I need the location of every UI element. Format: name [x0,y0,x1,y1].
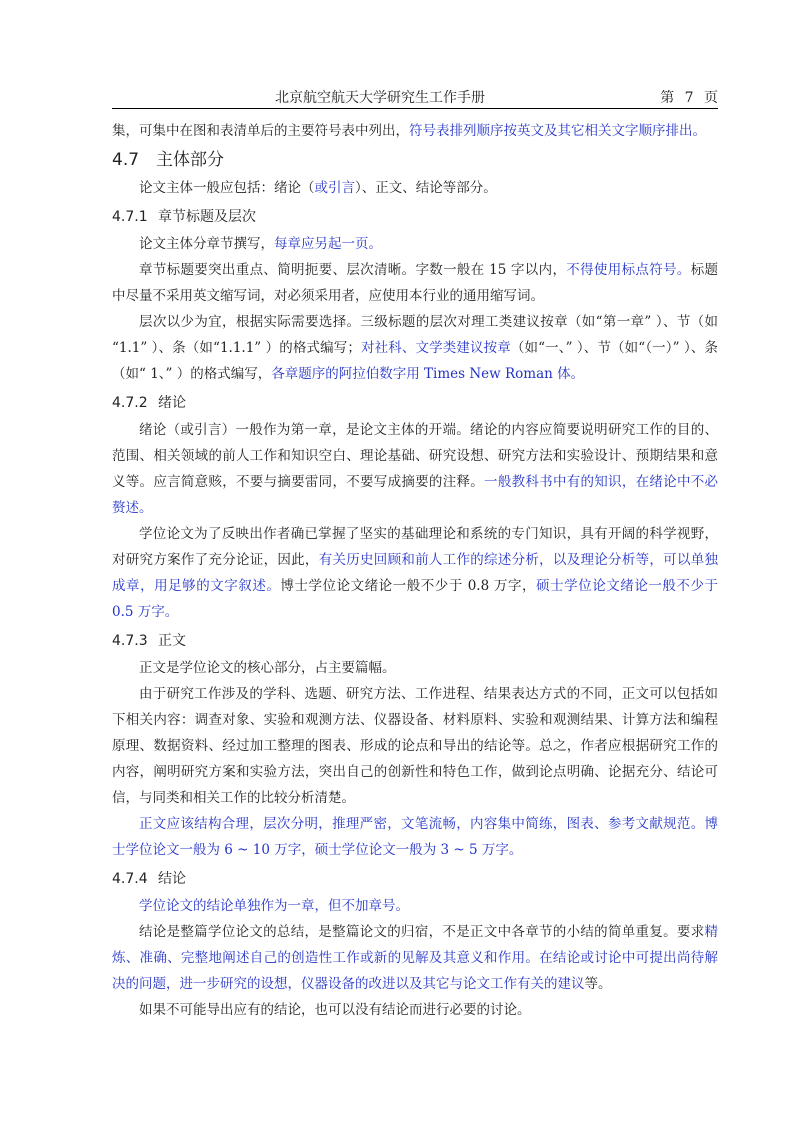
header-title: 北京航空航天大学研究生工作手册 [275,90,485,106]
paragraph: 由于研究工作涉及的学科、选题、研究方法、工作进程、结果表达方式的不同，正文可以包括如下相关内容：调查对象、实验和观测方法、仪器设备、材料原料、实验和观测结果、计算方法和编程原理、数据资料、经过加工整理的图表、形成的论点和导出的结论等。总之，作者应根据研究工作的内容，阐明研究方案和实验方法，突出自己的创新性和特色工作，做到论点明确、论据充分、结论可信，与同类和相关工作的比较分析清楚。 [112,686,718,806]
text-run: 层次以少为宜，根据实际需要选择。三级标题的层次对理工类建议按章（如“第一章” ）、节（如 “1.1” ）、条（如“1.1.1” ）的格式编写； [112,314,718,356]
page-content [112,118,718,1023]
highlighted-paragraph: 学位论文的结论单独作为一章，但不加章号。 [139,898,409,914]
highlighted-paragraph: 正文应该结构合理，层次分明，推理严密，文笔流畅，内容集中简练，图表、参考文献规范。博士学位论文一般为 6 ~ 10 万字，硕士学位论文一般为 3 ~ 5 万字。 [112,816,718,858]
text-run: 论文主体一般应包括：绪论（ [139,180,315,196]
paragraph: 正文是学位论文的核心部分，占主要篇幅。 [139,660,396,676]
subsection-title: 绪论 [158,395,186,411]
subsection-title: 正文 [158,633,186,649]
highlighted-text: 一般教科书中有的知识，在绪论中不必赘述。 [112,474,719,516]
highlighted-text: 硕士学位论文绪论一般不少于 0.5 万字。 [112,578,719,620]
highlighted-text: 或引言 [314,180,355,196]
text-run: 博士学位论文绪论一般不少于 0.8 万字， [280,578,537,594]
subsection-number: 4.7.4 [112,871,148,887]
highlighted-text: 在结论或讨论中可提出尚待解决的问题，进一步研究的设想，仪器设备的改进以及其它与论文工作有关的建议 [112,950,719,992]
section-title: 主体部分 [156,150,224,170]
paragraph [112,309,718,387]
subsection-heading-4-7-4 [112,865,718,893]
paragraph [112,257,718,309]
paragraph [112,521,718,625]
highlighted-text: 对社科、文学类建议按章 [360,340,511,356]
highlighted-text: 符号表排列顺序按英文及其它相关文字顺序排出。 [409,123,706,139]
subsection-title: 结论 [158,871,186,887]
highlighted-text: 不得使用标点符号。 [566,262,691,278]
text-run: 学位论文为了反映出作者确已掌握了坚实的基础理论和系统的专门知识，具有开阔的科学视野，对研究方案作了充分论证，因此， [112,526,718,568]
text-run: 论文主体分章节撰写， [139,236,274,252]
highlighted-text: 每章应另起一页。 [274,236,382,252]
text-run: （如“一、” ）、节（如“（一）” ）、条（如“ 1、” ）的格式编写， [112,340,718,382]
subsection-title: 章节标题及层次 [158,209,256,225]
subsection-heading-4-7-3 [112,627,718,655]
highlighted-text: 各章题序的阿拉伯数字用 Times New Roman 体。 [271,366,585,382]
continued-paragraph [112,118,718,144]
text-run: ）、正文、结论等部分。 [355,180,497,196]
paragraph [112,175,718,201]
text-run: 绪论（或引言）一般作为第一章，是论文主体的开端。绪论的内容应简要说明研究工作的目的、范围、相关领域的前人工作和知识空白、理论基础、研究设想、研究方法和实验设计、预期结果和意义等。应言简意赅，不要与摘要雷同，不要写成摘要的注释。 [112,422,718,490]
text-run: 标题中尽量不采用英文缩写词，对必须采用者，应使用本行业的通用缩写词。 [112,262,719,304]
section-number: 4.7 [112,150,140,170]
page-header [112,86,718,109]
subsection-heading-4-7-2 [112,389,718,417]
page-number: 第 7 页 [660,90,718,106]
subsection-number: 4.7.2 [112,395,148,411]
paragraph [112,919,718,997]
paragraph [112,417,718,521]
highlighted-text: 有关历史回顾和前人工作的综述分析，以及理论分析等，可以单独成章，用足够的文字叙述。 [112,552,719,594]
text-run: 结论是整篇学位论文的总结，是整篇论文的归宿，不是正文中各章节的小结的简单重复。要求 [139,924,705,940]
paragraph: 如果不可能导出应有的结论，也可以没有结论而进行必要的讨论。 [139,1002,531,1018]
subsection-heading-4-7-1 [112,203,718,231]
subsection-number: 4.7.1 [112,209,148,225]
subsection-number: 4.7.3 [112,633,148,649]
text-run: 集，可集中在图和表清单后的主要符号表中列出， [112,123,409,139]
section-heading-4-7 [112,147,718,173]
paragraph [112,231,718,257]
text-run: 等。 [584,976,612,992]
text-run: 章节标题要突出重点、简明扼要、层次清晰。字数一般在 15 字以内， [139,262,567,278]
highlighted-text: 精炼、准确、完整地阐述自己的创造性工作或新的见解及其意义和作用。 [112,924,718,966]
